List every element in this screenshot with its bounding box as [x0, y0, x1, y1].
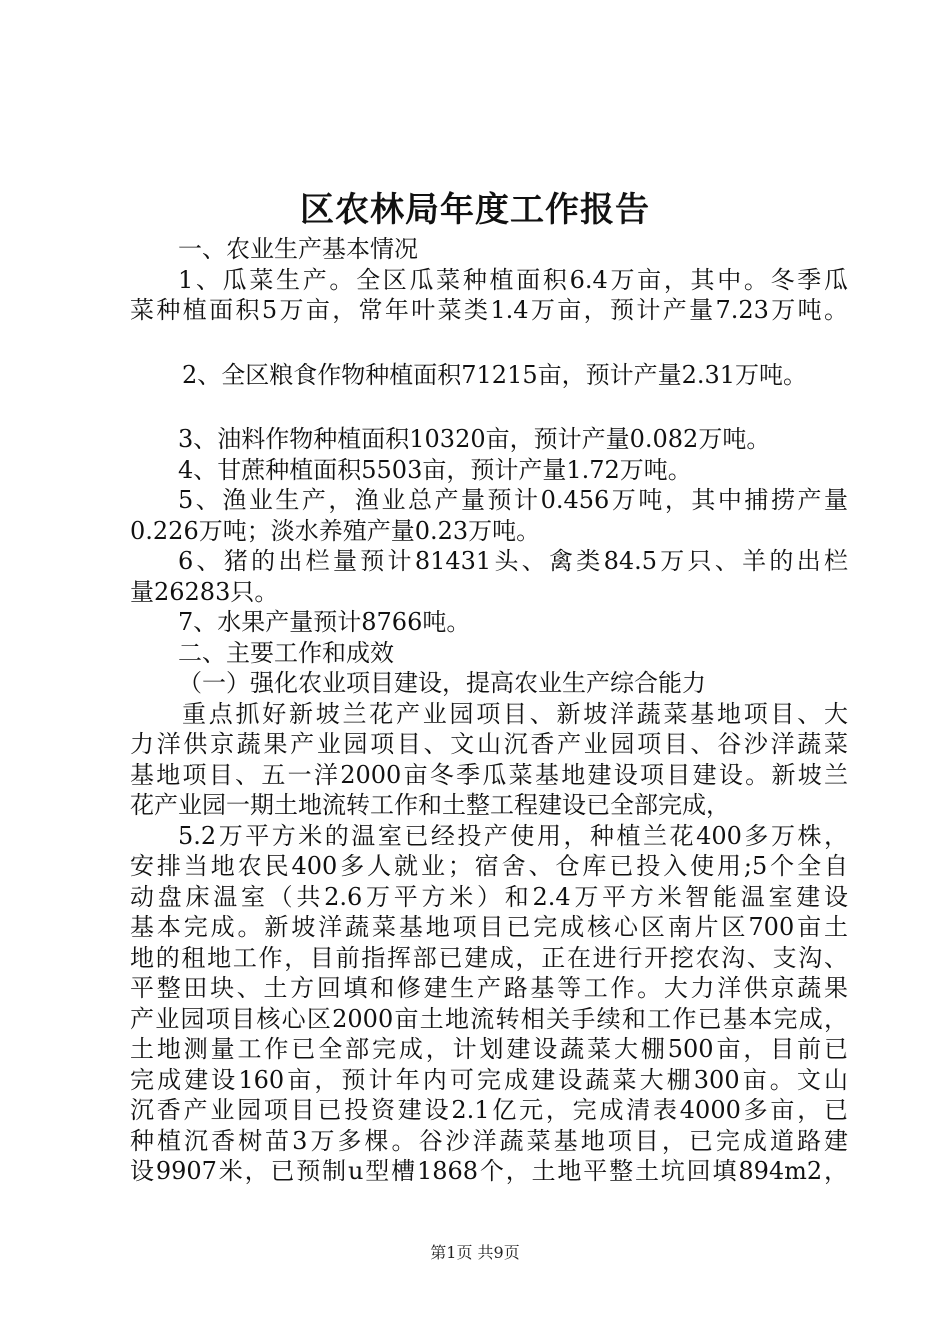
paragraph-line: 土地测量工作已全部完成，计划建设蔬菜大棚500亩，目前已	[130, 1035, 848, 1063]
paragraph-gap	[130, 326, 848, 360]
paragraph-line: 动盘床温室（共2.6万平方米）和2.4万平方米智能温室建设	[130, 882, 848, 911]
paragraph-line: 1、瓜菜生产。全区瓜菜种植面积6.4万亩，其中。冬季瓜	[178, 265, 848, 294]
paragraph-line: 重点抓好新坡兰花产业园项目、新坡洋蔬菜基地项目、大	[182, 699, 848, 728]
paragraph-gap	[130, 390, 848, 424]
paragraph-line: 沉香产业园项目已投资建设2.1亿元，完成清表4000多亩，已	[130, 1096, 848, 1124]
paragraph-line: 花产业园一期土地流转工作和土整工程建设已全部完成，	[130, 791, 730, 819]
paragraph-line: 2、全区粮食作物种植面积71215亩，预计产量2.31万吨。	[182, 360, 808, 389]
section-heading: 一、农业生产基本情况	[178, 235, 418, 263]
subsection-heading: （一）强化农业项目建设，提高农业生产综合能力	[178, 669, 706, 697]
paragraph-line: 6、猪的出栏量预计81431头、禽类84.5万只、羊的出栏	[178, 547, 848, 575]
paragraph-line: 基本完成。新坡洋蔬菜基地项目已完成核心区南片区700亩土	[130, 913, 848, 941]
paragraph-line: 0.226万吨；淡水养殖产量0.23万吨。	[130, 516, 541, 545]
paragraph-line: 基地项目、五一洋2000亩冬季瓜菜基地建设项目建设。新坡兰	[130, 760, 848, 789]
document-title: 区农林局年度工作报告	[300, 190, 650, 230]
paragraph-line: 力洋供京蔬果产业园项目、文山沉香产业园项目、谷沙洋蔬菜	[130, 730, 848, 758]
paragraph-line: 完成建设160亩，预计年内可完成建设蔬菜大棚300亩。文山	[130, 1065, 848, 1094]
paragraph-line: 量26283只。	[130, 577, 279, 606]
paragraph-line: 安排当地农民400多人就业；宿舍、仓库已投入使用;5个全自	[130, 852, 848, 880]
page-number-footer: 第1页 共9页	[430, 1243, 520, 1262]
paragraph-line: 菜种植面积5万亩，常年叶菜类1.4万亩，预计产量7.23万吨。	[130, 296, 848, 324]
paragraph-line: 5、渔业生产，渔业总产量预计0.456万吨，其中捕捞产量	[178, 486, 848, 514]
paragraph-line: 4、甘蔗种植面积5503亩，预计产量1.72万吨。	[178, 455, 692, 484]
paragraph-line: 种植沉香树苗3万多棵。谷沙洋蔬菜基地项目，已完成道路建	[130, 1126, 848, 1155]
paragraph-line: 平整田块、土方回填和修建生产路基等工作。大力洋供京蔬果	[130, 974, 848, 1002]
document-body	[130, 234, 848, 1187]
paragraph-line: 7、水果产量预计8766吨。	[178, 608, 471, 636]
paragraph-line: 设9907米，已预制u型槽1868个，土地平整土坑回填894m2，	[130, 1157, 848, 1185]
paragraph-line: 3、油料作物种植面积10320亩，预计产量0.082万吨。	[178, 425, 771, 453]
paragraph-line: 5.2万平方米的温室已经投产使用，种植兰花400多万株，	[178, 821, 848, 850]
paragraph-line: 地的租地工作，目前指挥部已建成，正在进行开挖农沟、支沟、	[130, 943, 848, 972]
paragraph-line: 产业园项目核心区2000亩土地流转相关手续和工作已基本完成，	[130, 1004, 848, 1033]
section-heading: 二、主要工作和成效	[178, 638, 394, 667]
